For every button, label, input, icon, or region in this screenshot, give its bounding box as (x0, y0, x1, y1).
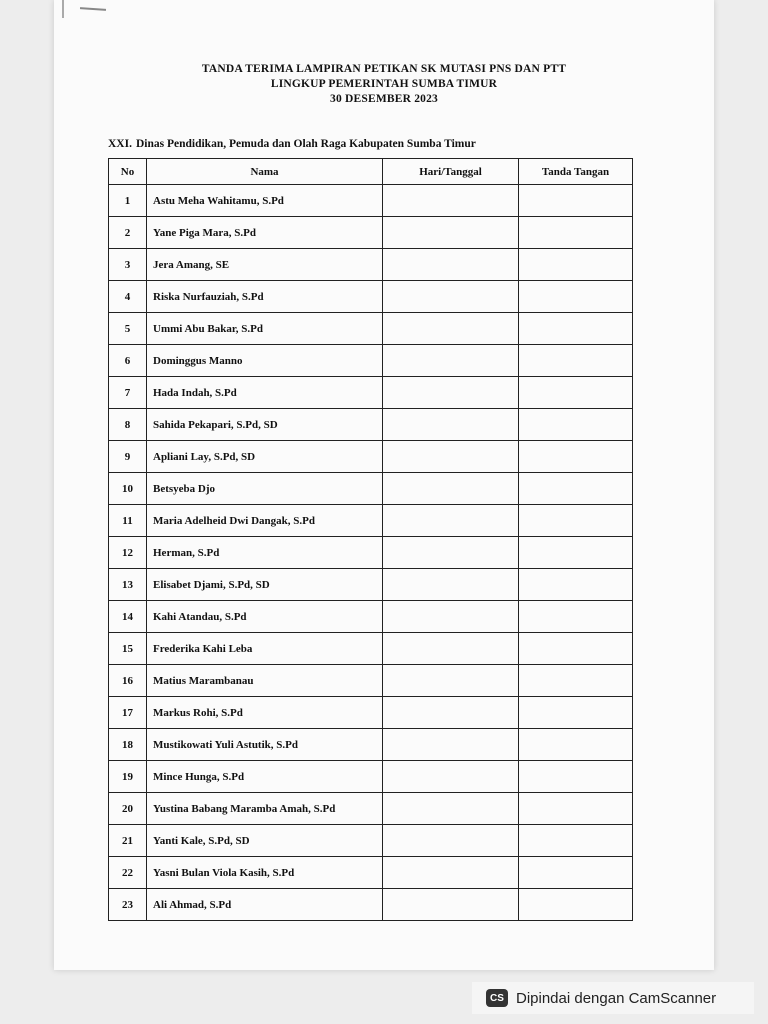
table-row (109, 761, 633, 793)
row-signature-cell[interactable] (519, 345, 633, 377)
row-name: Frederika Kahi Leba (147, 633, 383, 665)
row-date-cell[interactable] (383, 729, 519, 761)
row-number: 2 (109, 217, 147, 249)
row-number: 5 (109, 313, 147, 345)
row-number: 3 (109, 249, 147, 281)
row-date-cell[interactable] (383, 473, 519, 505)
row-name: Yane Piga Mara, S.Pd (147, 217, 383, 249)
table-row (109, 569, 633, 601)
receipt-table (108, 158, 633, 921)
table-row (109, 313, 633, 345)
row-number: 18 (109, 729, 147, 761)
row-name: Betsyeba Djo (147, 473, 383, 505)
row-name: Sahida Pekapari, S.Pd, SD (147, 409, 383, 441)
row-name: Maria Adelheid Dwi Dangak, S.Pd (147, 505, 383, 537)
row-name: Jera Amang, SE (147, 249, 383, 281)
row-date-cell[interactable] (383, 249, 519, 281)
table-row (109, 345, 633, 377)
row-signature-cell[interactable] (519, 473, 633, 505)
row-name: Matius Marambanau (147, 665, 383, 697)
table-row (109, 185, 633, 217)
row-date-cell[interactable] (383, 345, 519, 377)
row-signature-cell[interactable] (519, 761, 633, 793)
row-date-cell[interactable] (383, 601, 519, 633)
document-heading (54, 62, 714, 107)
row-date-cell[interactable] (383, 409, 519, 441)
scanner-label: Dipindai dengan CamScanner (516, 989, 717, 1007)
section-name: Dinas Pendidikan, Pemuda dan Olah Raga Kabupaten Sumba Timur (135, 138, 476, 150)
row-number: 17 (109, 697, 147, 729)
row-date-cell[interactable] (383, 441, 519, 473)
row-signature-cell[interactable] (519, 857, 633, 889)
table-row (109, 473, 633, 505)
table-row (109, 281, 633, 313)
row-date-cell[interactable] (383, 377, 519, 409)
row-signature-cell[interactable] (519, 281, 633, 313)
row-name: Yasni Bulan Viola Kasih, S.Pd (147, 857, 383, 889)
row-number: 13 (109, 569, 147, 601)
row-number: 1 (109, 185, 147, 217)
heading-line-2: LINGKUP PEMERINTAH SUMBA TIMUR (270, 78, 498, 90)
row-name: Ali Ahmad, S.Pd (147, 889, 383, 921)
row-number: 11 (109, 505, 147, 537)
row-number: 19 (109, 761, 147, 793)
table-row (109, 825, 633, 857)
section-number: XXI. (108, 138, 132, 150)
row-name: Kahi Atandau, S.Pd (147, 601, 383, 633)
row-date-cell[interactable] (383, 569, 519, 601)
row-number: 7 (109, 377, 147, 409)
table-row (109, 409, 633, 441)
row-signature-cell[interactable] (519, 825, 633, 857)
column-header-name: Nama (147, 159, 383, 185)
row-date-cell[interactable] (383, 825, 519, 857)
row-signature-cell[interactable] (519, 185, 633, 217)
row-number: 16 (109, 665, 147, 697)
row-number: 8 (109, 409, 147, 441)
row-name: Apliani Lay, S.Pd, SD (147, 441, 383, 473)
heading-line-3: 30 DESEMBER 2023 (330, 93, 438, 105)
row-name: Ummi Abu Bakar, S.Pd (147, 313, 383, 345)
row-signature-cell[interactable] (519, 697, 633, 729)
table-row (109, 249, 633, 281)
row-number: 9 (109, 441, 147, 473)
row-date-cell[interactable] (383, 857, 519, 889)
table-row (109, 857, 633, 889)
row-signature-cell[interactable] (519, 889, 633, 921)
row-date-cell[interactable] (383, 665, 519, 697)
row-date-cell[interactable] (383, 505, 519, 537)
row-signature-cell[interactable] (519, 217, 633, 249)
table-body (109, 185, 633, 921)
table-row (109, 441, 633, 473)
row-signature-cell[interactable] (519, 249, 633, 281)
row-name: Herman, S.Pd (147, 537, 383, 569)
row-signature-cell[interactable] (519, 793, 633, 825)
camscanner-icon: CS (486, 989, 508, 1007)
row-number: 4 (109, 281, 147, 313)
table-row (109, 537, 633, 569)
row-signature-cell[interactable] (519, 569, 633, 601)
row-date-cell[interactable] (383, 281, 519, 313)
row-name: Yustina Babang Maramba Amah, S.Pd (147, 793, 383, 825)
row-date-cell[interactable] (383, 889, 519, 921)
row-name: Elisabet Djami, S.Pd, SD (147, 569, 383, 601)
row-number: 15 (109, 633, 147, 665)
row-signature-cell[interactable] (519, 633, 633, 665)
row-number: 20 (109, 793, 147, 825)
row-name: Hada Indah, S.Pd (147, 377, 383, 409)
row-signature-cell[interactable] (519, 505, 633, 537)
table-row (109, 793, 633, 825)
table-row (109, 889, 633, 921)
scan-edge-mark (62, 0, 64, 18)
scanner-watermark (472, 982, 754, 1014)
row-date-cell[interactable] (383, 537, 519, 569)
row-signature-cell[interactable] (519, 537, 633, 569)
row-name: Markus Rohi, S.Pd (147, 697, 383, 729)
row-date-cell[interactable] (383, 697, 519, 729)
row-signature-cell[interactable] (519, 409, 633, 441)
row-name: Yanti Kale, S.Pd, SD (147, 825, 383, 857)
row-name: Dominggus Manno (147, 345, 383, 377)
column-header-signature: Tanda Tangan (519, 159, 633, 185)
column-header-date: Hari/Tanggal (383, 159, 519, 185)
row-number: 10 (109, 473, 147, 505)
row-date-cell[interactable] (383, 793, 519, 825)
row-date-cell[interactable] (383, 217, 519, 249)
row-date-cell[interactable] (383, 313, 519, 345)
row-date-cell[interactable] (383, 761, 519, 793)
row-name: Astu Meha Wahitamu, S.Pd (147, 185, 383, 217)
row-signature-cell[interactable] (519, 441, 633, 473)
row-number: 12 (109, 537, 147, 569)
row-number: 14 (109, 601, 147, 633)
row-signature-cell[interactable] (519, 377, 633, 409)
row-signature-cell[interactable] (519, 313, 633, 345)
row-number: 22 (109, 857, 147, 889)
table-row (109, 505, 633, 537)
table-row (109, 665, 633, 697)
row-number: 21 (109, 825, 147, 857)
row-name: Mince Hunga, S.Pd (147, 761, 383, 793)
row-date-cell[interactable] (383, 633, 519, 665)
column-header-no: No (109, 159, 147, 185)
row-number: 6 (109, 345, 147, 377)
table-row (109, 217, 633, 249)
row-date-cell[interactable] (383, 185, 519, 217)
row-name: Riska Nurfauziah, S.Pd (147, 281, 383, 313)
table-row (109, 697, 633, 729)
table-row (109, 601, 633, 633)
row-name: Mustikowati Yuli Astutik, S.Pd (147, 729, 383, 761)
row-signature-cell[interactable] (519, 729, 633, 761)
row-signature-cell[interactable] (519, 601, 633, 633)
table-row (109, 633, 633, 665)
row-number: 23 (109, 889, 147, 921)
section-title (108, 138, 476, 150)
heading-line-1: TANDA TERIMA LAMPIRAN PETIKAN SK MUTASI PNS DAN PTT (201, 63, 567, 75)
row-signature-cell[interactable] (519, 665, 633, 697)
table-row (109, 729, 633, 761)
table-header-row (109, 159, 633, 185)
table-row (109, 377, 633, 409)
